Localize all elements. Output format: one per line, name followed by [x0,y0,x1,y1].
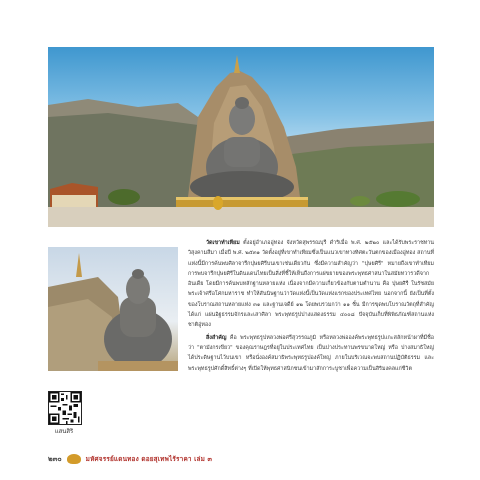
paragraph-lead: วัดเขาทำเทียม [206,240,240,246]
paragraph-text: ตั้งอยู่อำเภออู่ทอง จังหวัดสุพรรณบุรี ดำริเมื่อ พ.ศ. ๒๕๒๐ และได้รับพระราชทานวิสุงคามสีมา เมื่อปี พ.ศ. ๒๕๓๑ วัดตั้งอยู่ที่เขาทำเทียมซึ่งเป็นแนวเขาทางทิศตะวันตกของเมืองอู่ทอง สถานที่แห่งนี้มีการค้นพบศิลาจารึกปุษยศิรีบนเขาเช่นเดียวกัน ซึ่งมีความสำคัญว่า "ปุษยศิรี" หมายถึงเขาทำเทียม การพบจารึกปุษยศิรีในดินแดนไทยเป็นสิ่งที่ชี้ให้เห็นถึงการแผ่ขยายของพระพุทธศาสนาในสมัยทวารวดีจากอินเดีย โดยมีการค้นพบหลักฐานหลายแห่ง เนื่องจากมีความเกี่ยวข้องกับตามตำนาน คือ ปุษยศิรี ในรัชสมัยพระเจ้าศรีอโศกมหาราช ทำให้สันนิษฐานว่าวัดแห่งนี้เป็นวัดแห่งแรกของประเทศไทย นอกจากนี้ ยังเป็นที่ตั้งของโบราณสถานหลายแห่ง ๓๑ และฐานเจดีย์ ๑๒ โดยพบรวมกว่า ๑๑ ชิ้น มีการขุดพบโบราณวัตถุที่สำคัญ ได้แก่ แผ่นอิฐธรรมจักรและเสาศิลา พระพุทธรูปปางแสดงธรรม ๔๐๐๘ ปัจจุบันเก็บที่พิพิธภัณฑ์สถานแห่งชาติอู่ทอง [188,240,434,329]
page-number: ๒๓๐ [48,453,62,463]
article-body [188,238,434,376]
book-title: มหัศจรรย์แดนทอง ดอยสุเทพไร้ราคา เล่ม ๓ [85,455,213,463]
paragraph-text: คือ พระพุทธรูปหลวงพ่อศรีสุวรรณภูมิ หรือหลวงพ่อองค์พระพุทธรูปแกะสลักหน้าผาที่มีชื่อว่า "ตามังกรเขียว" ของคุณราษฎรที่อยู่ในประเทศไทย เป็นปางประทานพรขนาดใหญ่ หรือ ปางสมาธิใหญ่ ได้ประดิษฐานไว้บนเขา หรือนั่งองค์สมาธิพระพุทธรูปองค์ใหญ่ ภายในบริเวณจะพบสถานปฏิบัติธรรม และพระพุทธรูปศักดิ์สิทธิ์ต่างๆ ที่เปิดให้พุทธศาสนิกชนเข้ามาสักการะบูชาเพื่อความเป็นสิริมงคลแก่ชีวิต [188,334,434,372]
book-logo-icon [67,454,81,464]
hero-photo [48,47,434,227]
qr-code-icon [48,391,82,425]
page-footer [48,451,434,467]
article-paragraph [188,238,434,331]
paragraph-lead: สิ่งสำคัญ [206,334,227,341]
inset-photo [48,247,178,371]
article-paragraph [188,333,434,374]
qr-caption: แสนสิริ [54,428,74,435]
